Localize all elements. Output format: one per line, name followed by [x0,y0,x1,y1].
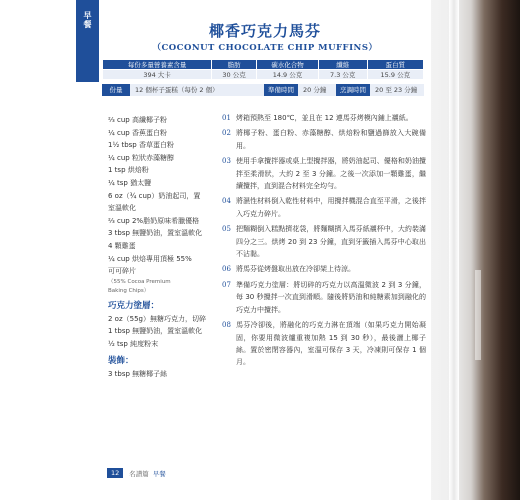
nutrition-value: 15.9 公克 [367,70,423,80]
instruction-step [222,279,426,316]
servings-label: 份量 [102,84,130,96]
prep-time-label: 準備時間 [264,84,298,96]
step-number: 03 [222,157,231,166]
nutrition-header: 脂肪 [212,60,257,70]
instruction-step [222,112,426,124]
instruction-step [222,127,426,152]
instruction-step [222,263,426,275]
nutrition-header: 碳水化合物 [257,60,319,70]
topping-heading: 巧克力塗層： [108,300,160,311]
step-number: 06 [222,265,231,274]
step-number: 01 [222,114,231,122]
step-number: 05 [222,225,231,234]
instruction-step [222,319,426,369]
nutrition-value: 30 公克 [212,70,257,80]
recipe-title: 椰香巧克力馬芬 [208,22,321,40]
chapter-tab-label: 早餐 [83,11,92,29]
instruction-step [222,223,426,260]
ingredient-item: ¼ cup 香蕉蛋白粉 [108,128,167,137]
footer-section: 早餐 [152,469,166,478]
cook-time-label: 烹調時間 [336,84,370,96]
photo-highlight [475,270,481,360]
ingredient-note: （55% Cocoa Premium [108,278,171,285]
page-number: 12 [107,468,123,478]
nutrition-header-row [103,60,424,70]
ingredient-note: Baking Chips） [108,287,150,294]
ingredient-item: 4 顆雞蛋 [108,241,136,250]
ingredient-item: 3 tbsp 無鹽奶油，置室溫軟化 [108,229,203,238]
cook-time-value: 20 至 23 分鐘 [370,84,424,96]
ingredient-item: ¼ cup 粒狀赤藻糖醇 [108,153,174,162]
step-text: 把麵糊倒入糕點擠花袋，將麵糊擠入馬芬紙襯杯中，大約裝滿四分之三。烘烤 20 到 23 分鐘，直到牙籤插入馬芬中心取出不沾黏。 [236,225,426,259]
step-text: 將椰子粉、蛋白粉、赤藻糖醇、烘焙粉和鹽過篩放入大碗備用。 [236,129,426,150]
ingredients-list [108,114,218,380]
nutrition-header: 每份多量營養素含量 [103,60,212,70]
nutrition-table [102,59,424,80]
step-text: 將馬芬從烤盤取出放在冷卻架上待涼。 [236,265,355,274]
ingredient-item: ¼ cup 烘焙專用頂極 55% [108,254,192,263]
step-text: 馬芬冷卻後，將融化的巧克力淋在頂端（如果巧克力開始凝固，你要用微波爐重複加熱 15 到 30 秒），最後灑上椰子絲。置於密閉容器內，室溫可保存 3 天，冷凍則可保存 1 個月。 [236,321,426,367]
step-number: 07 [222,280,231,289]
ingredient-item: ⅔ cup 2%脂奶原味希臘優格 [108,216,200,225]
nutrition-header: 蛋白質 [367,60,423,70]
topping-item: 2 oz（55g）無糖巧克力，切碎 [108,314,206,323]
instructions-list [222,112,426,372]
step-number: 08 [222,321,231,330]
chapter-tab [76,0,99,82]
topping-item: 1 tbsp 無鹽奶油，置室溫軟化 [108,327,203,336]
food-photo-edge [431,0,520,500]
step-number: 02 [222,129,231,138]
instruction-step [222,155,426,192]
ingredient-item: 1½ tbsp 香草蛋白粉 [108,141,174,150]
servings-value: 12 個杯子蛋糕（每份 2 個） [130,84,264,96]
recipe-subtitle: （COCONUT CHOCOLATE CHIP MUFFINS） [152,43,378,53]
ingredient-item: 6 oz（¾ cup）奶油起司，置 [108,191,201,200]
step-text: 將濕性材料倒入乾性材料中，用攪拌機混合直至平滑，之後拌入巧克力碎片。 [236,197,426,218]
nutrition-value: 7.3 公克 [318,70,367,80]
ingredient-item: 室溫軟化 [108,204,136,213]
recipe-meta-bar [102,84,424,96]
page-footer [107,468,166,478]
prep-time-value: 20 分鐘 [298,84,336,96]
ingredient-item: 1 tsp 烘焙粉 [108,166,149,175]
garnish-heading: 裝飾： [108,355,134,366]
step-number: 04 [222,197,231,206]
nutrition-value: 394 大卡 [103,70,212,80]
topping-item: ½ tsp 純度粉末 [108,339,159,348]
nutrition-value-row [103,70,424,80]
instruction-step [222,195,426,220]
garnish-item: 3 tbsp 無糖椰子絲 [108,369,168,378]
ingredient-item: 可可碎片 [108,267,136,276]
nutrition-value: 14.9 公克 [257,70,319,80]
book-part: 名譜篇 [129,469,149,478]
step-text: 烤箱預熱至 180℃，並且在 12 連馬芬烤模內鋪上襯紙。 [236,114,413,122]
ingredient-item: ⅔ cup 高纖椰子粉 [108,116,167,124]
step-text: 準備巧克力塗層：將切碎的巧克力以高溫微波 2 到 3 分鐘，每 30 秒攪拌一次直到滑順。隨後將奶油和純糖素加到融化的巧克力中攪拌。 [236,280,426,314]
photo-rim [449,0,459,500]
nutrition-header: 纖維 [318,60,367,70]
step-text: 使用手拿攪拌器或桌上型攪拌器，將奶油起司、優格和奶油攪拌至柔滑狀，大約 2 至 3 分鐘。之後一次添加一顆雞蛋，繼續攪拌，直到混合材料完全均勻。 [236,157,426,191]
ingredient-item: ¼ tsp 猶太鹽 [108,178,152,187]
